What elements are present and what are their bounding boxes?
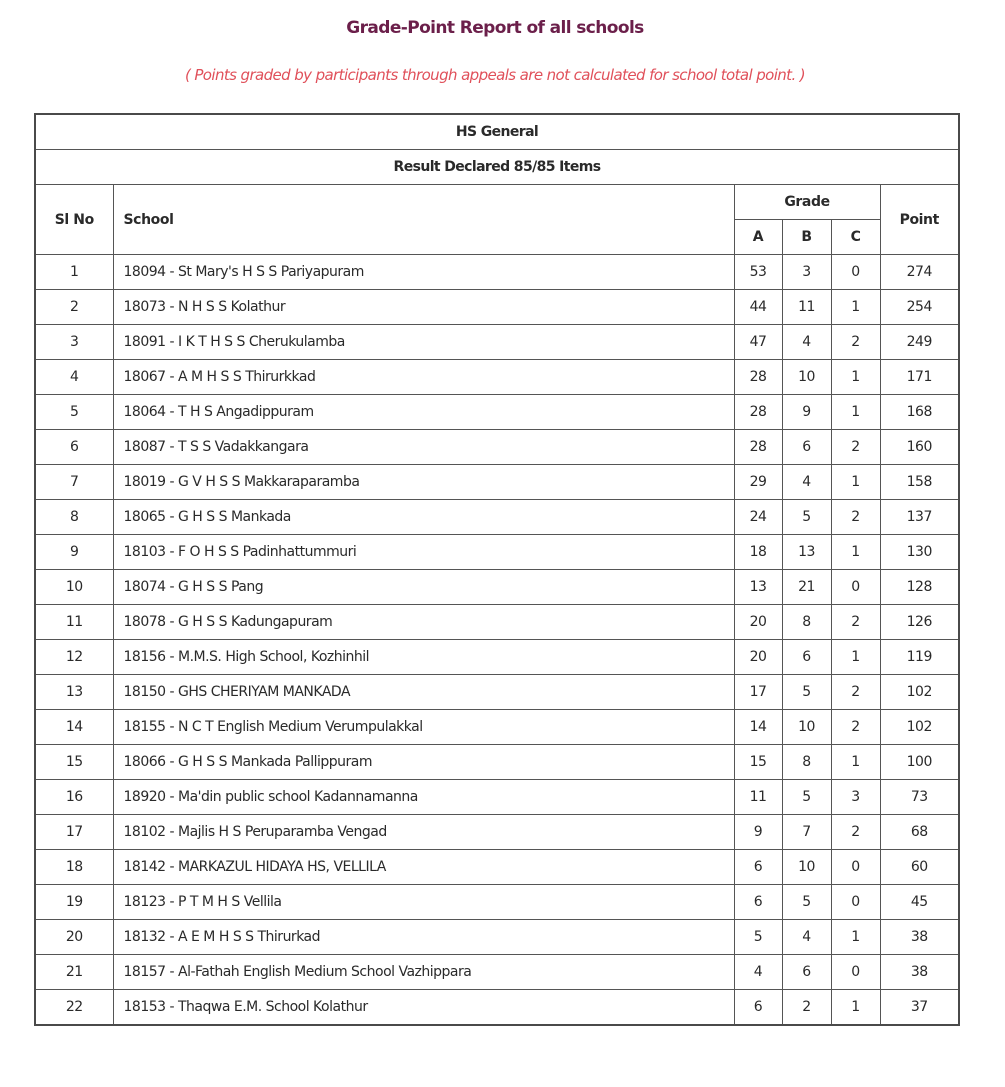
cell-point: 45 (880, 885, 959, 920)
cell-grade-a: 47 (734, 325, 782, 360)
cell-grade-c: 1 (831, 465, 880, 500)
cell-school: 18064 - T H S Angadippuram (113, 395, 734, 430)
cell-grade-a: 20 (734, 640, 782, 675)
cell-sl-no: 10 (35, 570, 113, 605)
table-row (35, 605, 959, 640)
cell-point: 274 (880, 255, 959, 290)
report-title: Grade-Point Report of all schools (346, 18, 644, 38)
cell-school: 18157 - Al-Fathah English Medium School Vazhippara (113, 955, 734, 990)
table-body (35, 255, 959, 1026)
cell-grade-b: 21 (782, 570, 831, 605)
cell-point: 68 (880, 815, 959, 850)
cell-school: 18153 - Thaqwa E.M. School Kolathur (113, 990, 734, 1026)
cell-grade-b: 9 (782, 395, 831, 430)
cell-school: 18091 - I K T H S S Cherukulamba (113, 325, 734, 360)
cell-grade-b: 5 (782, 500, 831, 535)
col-header-grade-a: A (734, 220, 782, 255)
cell-sl-no: 14 (35, 710, 113, 745)
cell-school: 18920 - Ma'din public school Kadannamanna (113, 780, 734, 815)
cell-grade-c: 2 (831, 675, 880, 710)
table-row (35, 780, 959, 815)
cell-sl-no: 6 (35, 430, 113, 465)
table-row (35, 675, 959, 710)
cell-point: 60 (880, 850, 959, 885)
cell-grade-a: 11 (734, 780, 782, 815)
cell-grade-b: 10 (782, 850, 831, 885)
cell-grade-c: 1 (831, 535, 880, 570)
cell-grade-c: 1 (831, 395, 880, 430)
cell-point: 37 (880, 990, 959, 1026)
cell-grade-b: 10 (782, 360, 831, 395)
cell-grade-b: 2 (782, 990, 831, 1026)
cell-grade-b: 4 (782, 920, 831, 955)
table-row (35, 500, 959, 535)
cell-grade-c: 1 (831, 920, 880, 955)
cell-grade-a: 28 (734, 430, 782, 465)
category-banner: HS General (35, 114, 959, 150)
cell-grade-a: 15 (734, 745, 782, 780)
table-row (35, 955, 959, 990)
cell-sl-no: 8 (35, 500, 113, 535)
cell-school: 18103 - F O H S S Padinhattummuri (113, 535, 734, 570)
cell-sl-no: 12 (35, 640, 113, 675)
cell-point: 73 (880, 780, 959, 815)
table-row (35, 465, 959, 500)
cell-sl-no: 20 (35, 920, 113, 955)
table-row (35, 570, 959, 605)
cell-grade-b: 8 (782, 745, 831, 780)
cell-grade-b: 4 (782, 465, 831, 500)
cell-school: 18074 - G H S S Pang (113, 570, 734, 605)
table-row (35, 535, 959, 570)
cell-grade-c: 1 (831, 360, 880, 395)
table-row (35, 255, 959, 290)
cell-grade-a: 18 (734, 535, 782, 570)
cell-sl-no: 11 (35, 605, 113, 640)
cell-grade-a: 24 (734, 500, 782, 535)
table-row (35, 745, 959, 780)
cell-school: 18102 - Majlis H S Peruparamba Vengad (113, 815, 734, 850)
cell-point: 160 (880, 430, 959, 465)
cell-grade-b: 5 (782, 780, 831, 815)
cell-grade-b: 11 (782, 290, 831, 325)
cell-grade-c: 2 (831, 325, 880, 360)
cell-grade-a: 44 (734, 290, 782, 325)
cell-sl-no: 2 (35, 290, 113, 325)
cell-grade-b: 6 (782, 955, 831, 990)
cell-grade-a: 29 (734, 465, 782, 500)
cell-point: 126 (880, 605, 959, 640)
cell-point: 100 (880, 745, 959, 780)
cell-point: 38 (880, 955, 959, 990)
cell-sl-no: 5 (35, 395, 113, 430)
cell-grade-c: 0 (831, 570, 880, 605)
col-header-school: School (113, 185, 734, 255)
col-header-grade: Grade (734, 185, 880, 220)
cell-point: 119 (880, 640, 959, 675)
cell-point: 102 (880, 675, 959, 710)
cell-grade-a: 14 (734, 710, 782, 745)
cell-grade-b: 5 (782, 675, 831, 710)
cell-grade-a: 53 (734, 255, 782, 290)
cell-grade-c: 0 (831, 955, 880, 990)
cell-school: 18065 - G H S S Mankada (113, 500, 734, 535)
cell-grade-b: 10 (782, 710, 831, 745)
cell-school: 18123 - P T M H S Vellila (113, 885, 734, 920)
cell-grade-a: 13 (734, 570, 782, 605)
cell-grade-a: 20 (734, 605, 782, 640)
cell-sl-no: 1 (35, 255, 113, 290)
cell-grade-b: 5 (782, 885, 831, 920)
col-header-point: Point (880, 185, 959, 255)
table-row (35, 850, 959, 885)
cell-school: 18155 - N C T English Medium Verumpulakkal (113, 710, 734, 745)
cell-school: 18150 - GHS CHERIYAM MANKADA (113, 675, 734, 710)
table-row (35, 885, 959, 920)
cell-grade-c: 1 (831, 290, 880, 325)
cell-grade-b: 8 (782, 605, 831, 640)
cell-grade-c: 2 (831, 430, 880, 465)
cell-point: 102 (880, 710, 959, 745)
cell-sl-no: 22 (35, 990, 113, 1026)
cell-grade-b: 6 (782, 430, 831, 465)
cell-school: 18094 - St Mary's H S S Pariyapuram (113, 255, 734, 290)
cell-grade-a: 28 (734, 395, 782, 430)
cell-school: 18019 - G V H S S Makkaraparamba (113, 465, 734, 500)
cell-grade-c: 1 (831, 640, 880, 675)
cell-point: 38 (880, 920, 959, 955)
cell-grade-c: 1 (831, 990, 880, 1026)
cell-school: 18142 - MARKAZUL HIDAYA HS, VELLILA (113, 850, 734, 885)
cell-grade-c: 2 (831, 605, 880, 640)
cell-point: 128 (880, 570, 959, 605)
cell-grade-c: 2 (831, 815, 880, 850)
cell-sl-no: 19 (35, 885, 113, 920)
cell-sl-no: 7 (35, 465, 113, 500)
table-row (35, 395, 959, 430)
cell-school: 18067 - A M H S S Thirurkkad (113, 360, 734, 395)
cell-grade-a: 6 (734, 850, 782, 885)
cell-point: 254 (880, 290, 959, 325)
cell-grade-c: 3 (831, 780, 880, 815)
table-row (35, 990, 959, 1026)
cell-point: 171 (880, 360, 959, 395)
cell-sl-no: 15 (35, 745, 113, 780)
cell-school: 18156 - M.M.S. High School, Kozhinhil (113, 640, 734, 675)
cell-point: 158 (880, 465, 959, 500)
cell-school: 18066 - G H S S Mankada Pallippuram (113, 745, 734, 780)
cell-sl-no: 21 (35, 955, 113, 990)
grade-point-table (34, 113, 960, 1026)
cell-school: 18078 - G H S S Kadungapuram (113, 605, 734, 640)
cell-point: 168 (880, 395, 959, 430)
table-row (35, 290, 959, 325)
col-header-sl-no: Sl No (35, 185, 113, 255)
cell-grade-c: 0 (831, 255, 880, 290)
table-row (35, 430, 959, 465)
cell-school: 18087 - T S S Vadakkangara (113, 430, 734, 465)
cell-grade-a: 28 (734, 360, 782, 395)
cell-grade-b: 3 (782, 255, 831, 290)
cell-grade-c: 0 (831, 885, 880, 920)
cell-grade-b: 7 (782, 815, 831, 850)
table-row (35, 325, 959, 360)
table-row (35, 710, 959, 745)
cell-grade-a: 6 (734, 885, 782, 920)
cell-grade-b: 4 (782, 325, 831, 360)
table-row (35, 920, 959, 955)
cell-sl-no: 9 (35, 535, 113, 570)
cell-sl-no: 13 (35, 675, 113, 710)
appeals-note: ( Points graded by participants through appeals are not calculated for school total point. ) (184, 66, 806, 84)
cell-grade-b: 13 (782, 535, 831, 570)
cell-school: 18132 - A E M H S S Thirurkad (113, 920, 734, 955)
table-row (35, 360, 959, 395)
cell-school: 18073 - N H S S Kolathur (113, 290, 734, 325)
col-header-grade-c: C (831, 220, 880, 255)
cell-point: 249 (880, 325, 959, 360)
cell-grade-a: 6 (734, 990, 782, 1026)
cell-grade-a: 4 (734, 955, 782, 990)
cell-point: 130 (880, 535, 959, 570)
result-status-banner: Result Declared 85/85 Items (35, 150, 959, 185)
table-row (35, 815, 959, 850)
cell-sl-no: 16 (35, 780, 113, 815)
cell-point: 137 (880, 500, 959, 535)
cell-grade-c: 1 (831, 745, 880, 780)
cell-grade-c: 2 (831, 710, 880, 745)
cell-grade-a: 9 (734, 815, 782, 850)
cell-grade-b: 6 (782, 640, 831, 675)
col-header-grade-b: B (782, 220, 831, 255)
cell-sl-no: 18 (35, 850, 113, 885)
cell-sl-no: 17 (35, 815, 113, 850)
cell-sl-no: 4 (35, 360, 113, 395)
cell-grade-c: 2 (831, 500, 880, 535)
cell-grade-a: 17 (734, 675, 782, 710)
cell-grade-c: 0 (831, 850, 880, 885)
cell-grade-a: 5 (734, 920, 782, 955)
cell-sl-no: 3 (35, 325, 113, 360)
table-row (35, 640, 959, 675)
